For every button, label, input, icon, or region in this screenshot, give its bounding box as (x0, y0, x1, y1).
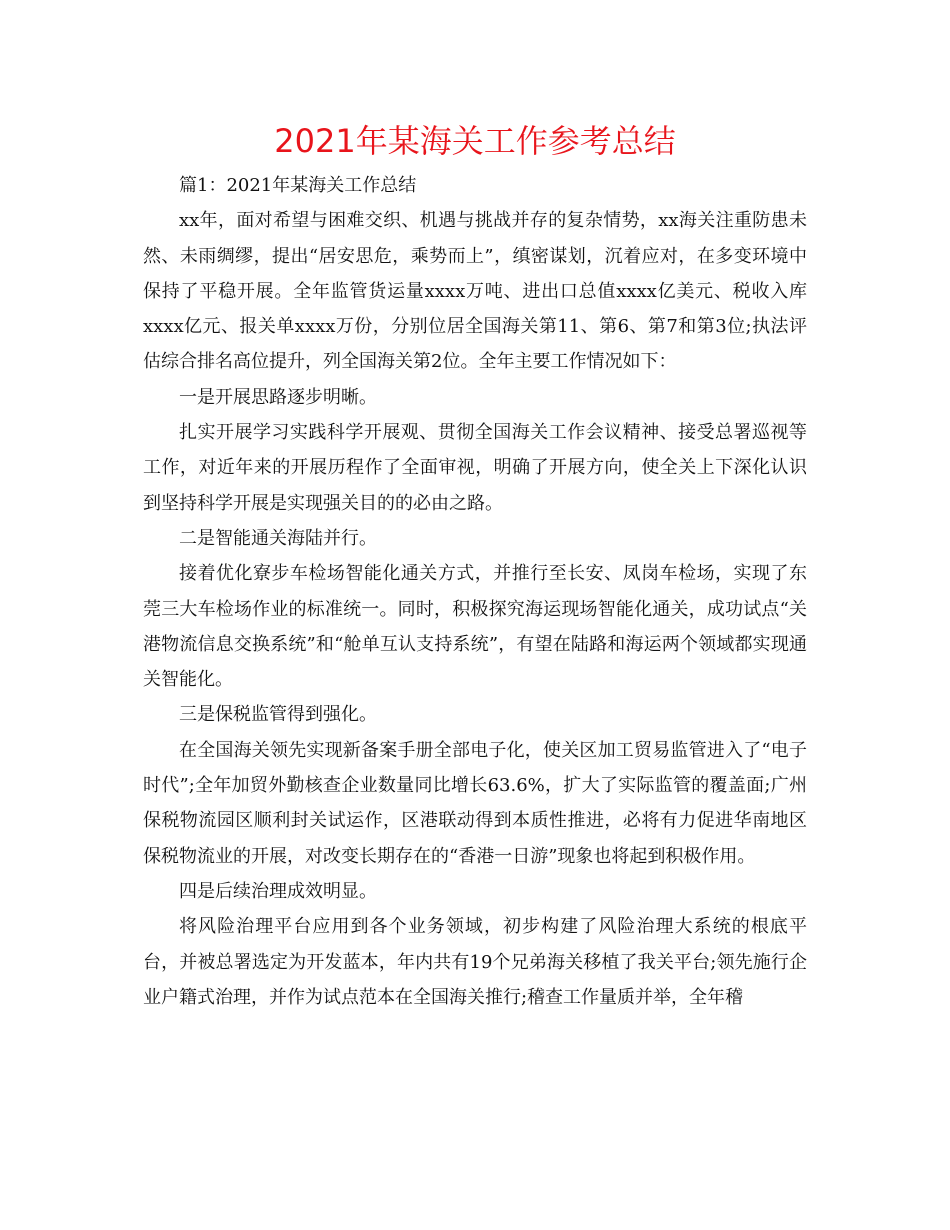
paragraph-overview: xx年，面对希望与困难交织、机遇与挑战并存的复杂情势，xx海关注重防患未然、未雨绸缪，提出“居安思危，乘势而上”，缜密谋划，沉着应对，在多变环境中保持了平稳开展。全年监管货运量xxxx万吨、进出口总值xxxx亿美元、税收入库xxxx亿元、报关单xxxx万份，分别位居全国海关第11、第6、第7和第3位;执法评估综合排名高位提升，列全国海关第2位。全年主要工作情况如下： (143, 210, 807, 373)
paragraph-point-two-body: 接着优化寮步车检场智能化通关方式，并推行至长安、凤岗车检场，实现了东莞三大车检场作业的标准统一。同时，积极探究海运现场智能化通关，成功试点“关港物流信息交换系统”和“舱单互认支持系统”，有望在陆路和海运两个领域都实现通关智能化。 (143, 563, 807, 691)
paragraph-point-four-body: 将风险治理平台应用到各个业务领域，初步构建了风险治理大系统的根底平台，并被总署选定为开发蓝本，年内共有19个兄弟海关移植了我关平台;领先施行企业户籍式治理，并作为试点范本在全国海关推行;稽查工作量质并举，全年稽 (143, 916, 807, 1008)
paragraph-point-four-heading: 四是后续治理成效明显。 (179, 880, 377, 902)
paragraph-point-three-heading: 三是保税监管得到强化。 (179, 704, 377, 726)
paragraph-article-heading: 篇1：2021年某海关工作总结 (179, 175, 417, 196)
document-body (143, 168, 807, 1015)
paragraph-point-one-body: 扎实开展学习实践科学开展观、贯彻全国海关工作会议精神、接受总署巡视等工作，对近年来的开展历程作了全面审视，明确了开展方向，使全关上下深化认识到坚持科学开展是实现强关目的的必由之路。 (143, 422, 807, 514)
paragraph-point-two-heading: 二是智能通关海陆并行。 (179, 527, 377, 549)
paragraph-point-three-body: 在全国海关领先实现新备案手册全部电子化，使关区加工贸易监管进入了“电子时代”;全年加贸外勤核查企业数量同比增长63.6%，扩大了实际监管的覆盖面;广州保税物流园区顺利封关试运作，区港联动得到本质性推进，必将有力促进华南地区保税物流业的开展，对改变长期存在的“香港一日游”现象也将起到积极作用。 (143, 739, 807, 867)
paragraph-point-one-heading: 一是开展思路逐步明晰。 (179, 386, 377, 408)
document-title: 2021年某海关工作参考总结 (274, 122, 676, 160)
